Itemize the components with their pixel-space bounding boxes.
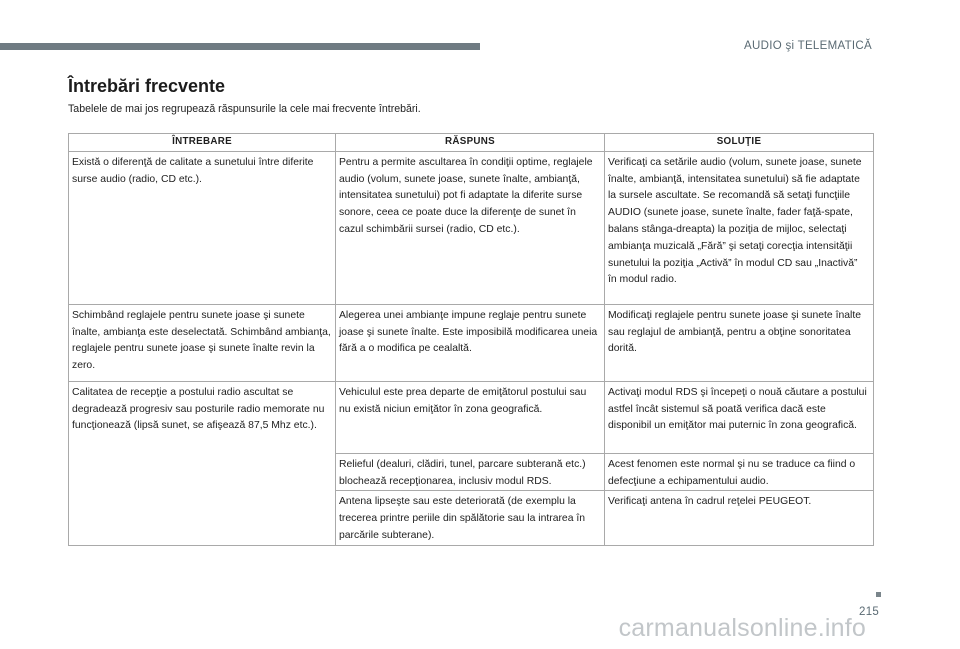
question-cell: Schimbând reglajele pentru sunete joase şi sunete înalte, ambianţa este deselectată. Schimbând ambianţa, reglajele pentru sunete joase şi sunete înalte revin la zero. — [69, 304, 336, 381]
question-cell: Calitatea de recepţie a postului radio ascultat se degradează progresiv sau posturile radio memorate nu funcţionează (lipsă sunet, se afişează 87,5 Mhz etc.). — [69, 381, 336, 545]
solution-cell: Modificaţi reglajele pentru sunete joase şi sunete înalte sau reglajul de ambianţă, pentru a obţine sonoritatea dorită. — [605, 304, 874, 381]
faq-table — [68, 133, 874, 546]
solution-cell: Acest fenomen este normal şi nu se traduce ca fiind o defecţiune a echipamentului audio. — [605, 453, 874, 491]
table-row — [69, 151, 874, 304]
answer-cell: Pentru a permite ascultarea în condiţii optime, reglajele audio (volum, sunete joase, sunete înalte, ambianţă, intensitatea sunetului) pot fi adaptate la diferite surse sonore, ceea ce poate duce la diferenţe de sunet în cazul schimbării sursei (radio, CD etc.). — [336, 151, 605, 304]
answer-cell: Vehiculul este prea departe de emiţătorul postului sau nu există niciun emiţător în zona geografică. — [336, 381, 605, 453]
page-bullet-marker — [876, 592, 881, 597]
table-row — [69, 381, 874, 453]
answer-cell: Antena lipseşte sau este deteriorată (de exemplu la trecerea printre periile din spălătorie sau la intrarea în parcările subterane). — [336, 491, 605, 545]
answer-cell: Alegerea unei ambianţe impune reglaje pentru sunete joase şi sunete înalte. Este imposibilă modificarea uneia fără a o modifica pe cealaltă. — [336, 304, 605, 381]
column-header-answer: RĂSPUNS — [336, 134, 605, 152]
table-header-row — [69, 134, 874, 152]
header-bar — [0, 43, 480, 50]
column-header-solution: SOLUŢIE — [605, 134, 874, 152]
page-title: Întrebări frecvente — [68, 76, 226, 96]
page-number: 215 — [859, 606, 880, 618]
intro-text: Tabelele de mai jos regrupează răspunsurile la cele mai frecvente întrebări. — [68, 103, 421, 115]
answer-cell: Relieful (dealuri, clădiri, tunel, parcare subterană etc.) blochează recepţionarea, inclusiv modul RDS. — [336, 453, 605, 491]
table-row — [69, 304, 874, 381]
watermark: carmanualsonline.info — [618, 614, 866, 642]
section-label: AUDIO şi TELEMATICĂ — [744, 40, 872, 52]
solution-cell: Verificaţi ca setările audio (volum, sunete joase, sunete înalte, ambianţă, intensitatea sunetului) să fie adaptate la sursele ascultate. Se recomandă să setaţi funcţiile AUDIO (sunete joase, sunete înalte, fader faţă-spate, balans stânga-dreapta) la poziţia de mijloc, selectaţi ambianţa muzicală „Fără” şi setaţi corecţia intensităţii sunetului la poziţia „Activă” în modul CD sau „Inactivă” în modul radio. — [605, 151, 874, 304]
solution-cell: Verificaţi antena în cadrul reţelei PEUGEOT. — [605, 491, 874, 545]
column-header-question: ÎNTREBARE — [69, 134, 336, 152]
solution-cell: Activaţi modul RDS şi începeţi o nouă căutare a postului astfel încât sistemul să poată verifica dacă este disponibil un emiţător mai puternic în zona geografică. — [605, 381, 874, 453]
question-cell: Există o diferenţă de calitate a sunetului între diferite surse audio (radio, CD etc.). — [69, 151, 336, 304]
